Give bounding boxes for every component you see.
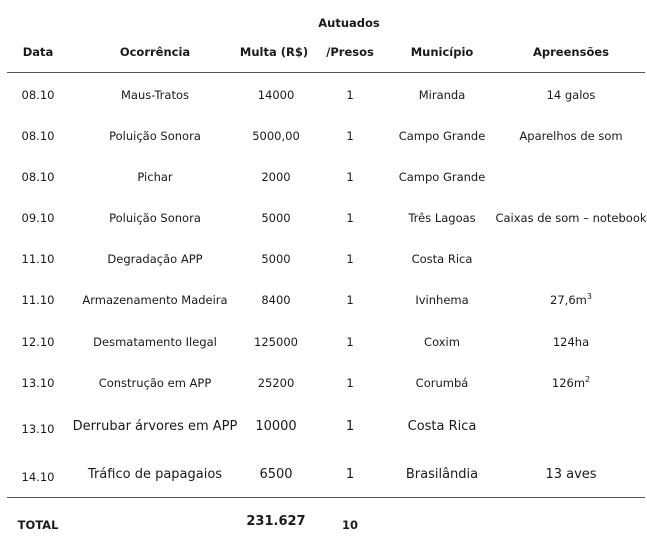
row-municipio: Três Lagoas: [408, 211, 476, 225]
row-apreensao: [547, 88, 596, 102]
row-multa: 5000: [261, 211, 291, 225]
row-date: 09.10: [21, 211, 55, 225]
row-apreensao-text: 27,6m: [550, 293, 587, 307]
row-apreensao-superscript: 2: [585, 375, 591, 384]
row-municipio: Campo Grande: [398, 170, 486, 184]
row-ocorrencia: Armazenamento Madeira: [82, 293, 228, 307]
row-municipio: Ivinhema: [415, 293, 469, 307]
row-autuados: 1: [346, 335, 354, 349]
row-autuados: 1: [345, 467, 355, 482]
header-divider: [7, 72, 645, 73]
row-ocorrencia: Construção em APP: [98, 376, 212, 390]
header-autuados-top: Autuados: [318, 16, 380, 30]
row-apreensao-text: 14 galos: [546, 88, 596, 102]
row-municipio: Miranda: [418, 88, 466, 102]
row-apreensao: [553, 335, 589, 349]
row-apreensao: [550, 293, 592, 307]
row-autuados: 1: [346, 376, 354, 390]
row-multa: 25200: [257, 376, 295, 390]
header-ocorrencia: Ocorrência: [119, 45, 191, 59]
header-multa: Multa (R$): [239, 45, 309, 59]
row-apreensao-text: 126m: [551, 376, 586, 390]
row-date: 08.10: [21, 88, 55, 102]
row-apreensao-text: Aparelhos de som: [519, 129, 623, 143]
row-ocorrencia: Desmatamento Ilegal: [93, 335, 217, 349]
row-ocorrencia: Maus-Tratos: [121, 88, 189, 102]
header-data: Data: [22, 45, 54, 59]
row-date: 13.10: [21, 376, 55, 390]
row-multa: 6500: [259, 467, 293, 482]
row-multa: 10000: [255, 419, 297, 434]
row-multa: 5000: [261, 252, 291, 266]
row-apreensao-superscript: 3: [586, 292, 592, 301]
row-ocorrencia: Degradação APP: [107, 252, 203, 266]
row-autuados: 1: [346, 252, 354, 266]
row-autuados: 1: [346, 88, 354, 102]
row-municipio: Campo Grande: [398, 129, 486, 143]
row-date: 11.10: [21, 252, 55, 266]
row-autuados: 1: [346, 129, 354, 143]
row-apreensao-text: 13 aves: [545, 467, 597, 482]
row-date: 11.10: [21, 293, 55, 307]
row-apreensao: [545, 467, 596, 482]
row-apreensao-text: 124ha: [552, 335, 590, 349]
row-date: 12.10: [21, 335, 55, 349]
row-ocorrencia: Pichar: [137, 170, 173, 184]
row-apreensao: [552, 376, 590, 390]
row-municipio: Costa Rica: [407, 419, 477, 434]
row-ocorrencia: Poluição Sonora: [109, 211, 201, 225]
row-municipio: Corumbá: [415, 376, 469, 390]
header-autuados-bottom: /Presos: [326, 45, 374, 59]
row-apreensao: [519, 129, 622, 143]
row-multa: 2000: [261, 170, 291, 184]
row-municipio: Brasilândia: [405, 467, 479, 482]
row-ocorrencia: Poluição Sonora: [109, 129, 201, 143]
total-divider: [7, 497, 645, 498]
total-label: TOTAL: [17, 518, 59, 532]
row-apreensao: [495, 211, 646, 225]
row-ocorrencia: Tráfico de papagaios: [87, 467, 223, 482]
row-autuados: 1: [345, 419, 355, 434]
total-multa: 231.627: [246, 514, 306, 529]
total-autuados: 10: [341, 518, 359, 532]
row-municipio: Coxim: [424, 335, 460, 349]
row-ocorrencia: Derrubar árvores em APP: [72, 419, 238, 434]
row-multa: 14000: [257, 88, 295, 102]
header-apreensoes: Apreensões: [533, 45, 609, 59]
row-date: 14.10: [21, 470, 55, 484]
row-municipio: Costa Rica: [411, 252, 473, 266]
header-municipio: Município: [410, 45, 474, 59]
row-date: 08.10: [21, 129, 55, 143]
row-multa: 125000: [254, 335, 298, 349]
row-multa: 8400: [261, 293, 291, 307]
row-date: 13.10: [21, 422, 55, 436]
row-apreensao-text: Caixas de som – notebook: [495, 211, 647, 225]
row-date: 08.10: [21, 170, 55, 184]
row-autuados: 1: [346, 170, 354, 184]
row-autuados: 1: [346, 293, 354, 307]
row-autuados: 1: [346, 211, 354, 225]
row-multa: 5000,00: [252, 129, 300, 143]
